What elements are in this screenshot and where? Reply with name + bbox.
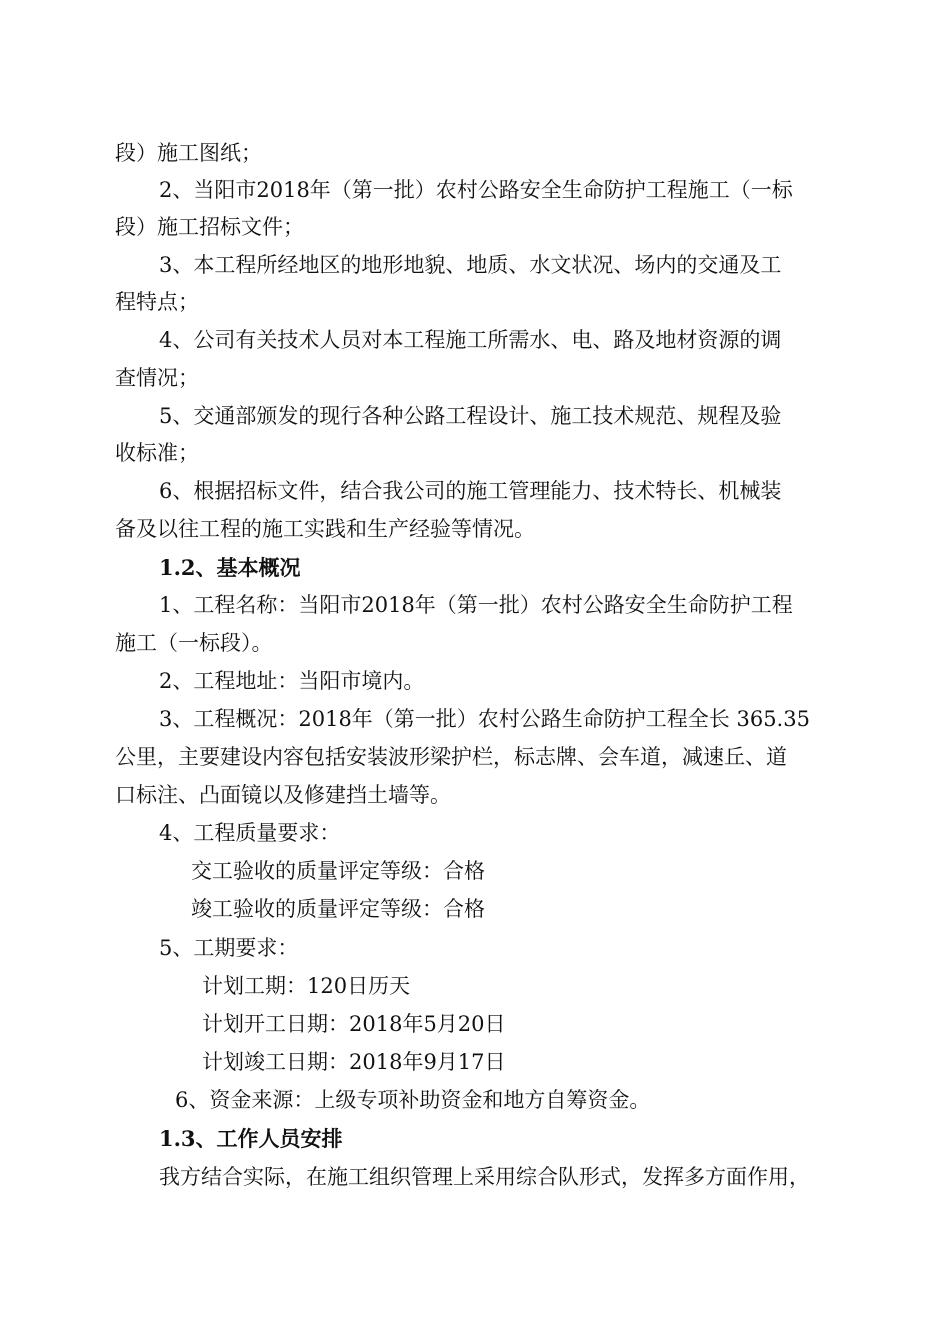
section-heading: 1.2、基本概况 bbox=[159, 555, 301, 580]
body-line: 5、工期要求： bbox=[159, 936, 299, 960]
body-line: 2、当阳市2018年（第一批）农村公路安全生命防护工程施工（一标 bbox=[159, 178, 793, 202]
section-heading: 1.3、工作人员安排 bbox=[159, 1126, 343, 1151]
body-line: 3、本工程所经地区的地形地貌、地质、水文状况、场内的交通及工 bbox=[159, 253, 782, 277]
body-line: 公里，主要建设内容包括安装波形梁护栏，标志牌、会车道，减速丘、道 bbox=[115, 745, 787, 769]
body-line: 5、交通部颁发的现行各种公路工程设计、施工技术规范、规程及验 bbox=[159, 404, 782, 428]
body-line: 6、资金来源：上级专项补助资金和地方自筹资金。 bbox=[175, 1088, 651, 1112]
body-line: 程特点； bbox=[115, 290, 199, 314]
body-line: 段）施工图纸； bbox=[115, 141, 262, 165]
body-line: 口标注、凸面镜以及修建挡土墙等。 bbox=[115, 783, 451, 807]
body-line: 4、公司有关技术人员对本工程施工所需水、电、路及地材资源的调 bbox=[159, 328, 782, 352]
body-line: 3、工程概况：2018年（第一批）农村公路生命防护工程全长 365.35 bbox=[159, 707, 810, 731]
body-line: 1、工程名称：当阳市2018年（第一批）农村公路安全生命防护工程 bbox=[159, 593, 793, 617]
body-line: 段）施工招标文件； bbox=[115, 215, 304, 239]
body-line: 查情况； bbox=[115, 366, 199, 390]
body-line: 4、工程质量要求： bbox=[159, 821, 341, 845]
body-line: 计划开工日期：2018年5月20日 bbox=[202, 1012, 506, 1036]
body-line: 计划竣工日期：2018年9月17日 bbox=[202, 1050, 506, 1074]
body-line: 收标准； bbox=[115, 441, 199, 465]
body-line: 计划工期：120日历天 bbox=[202, 974, 411, 998]
body-line: 2、工程地址：当阳市境内。 bbox=[159, 669, 425, 693]
body-line: 施工（一标段）。 bbox=[115, 631, 273, 655]
body-line: 交工验收的质量评定等级：合格 bbox=[191, 859, 485, 883]
body-line: 备及以往工程的施工实践和生产经验等情况。 bbox=[115, 517, 535, 541]
body-line: 6、根据招标文件，结合我公司的施工管理能力、技术特长、机械装 bbox=[159, 479, 782, 503]
body-line: 竣工验收的质量评定等级：合格 bbox=[191, 897, 485, 921]
body-line: 我方结合实际，在施工组织管理上采用综合队形式，发挥多方面作用， bbox=[159, 1165, 810, 1189]
